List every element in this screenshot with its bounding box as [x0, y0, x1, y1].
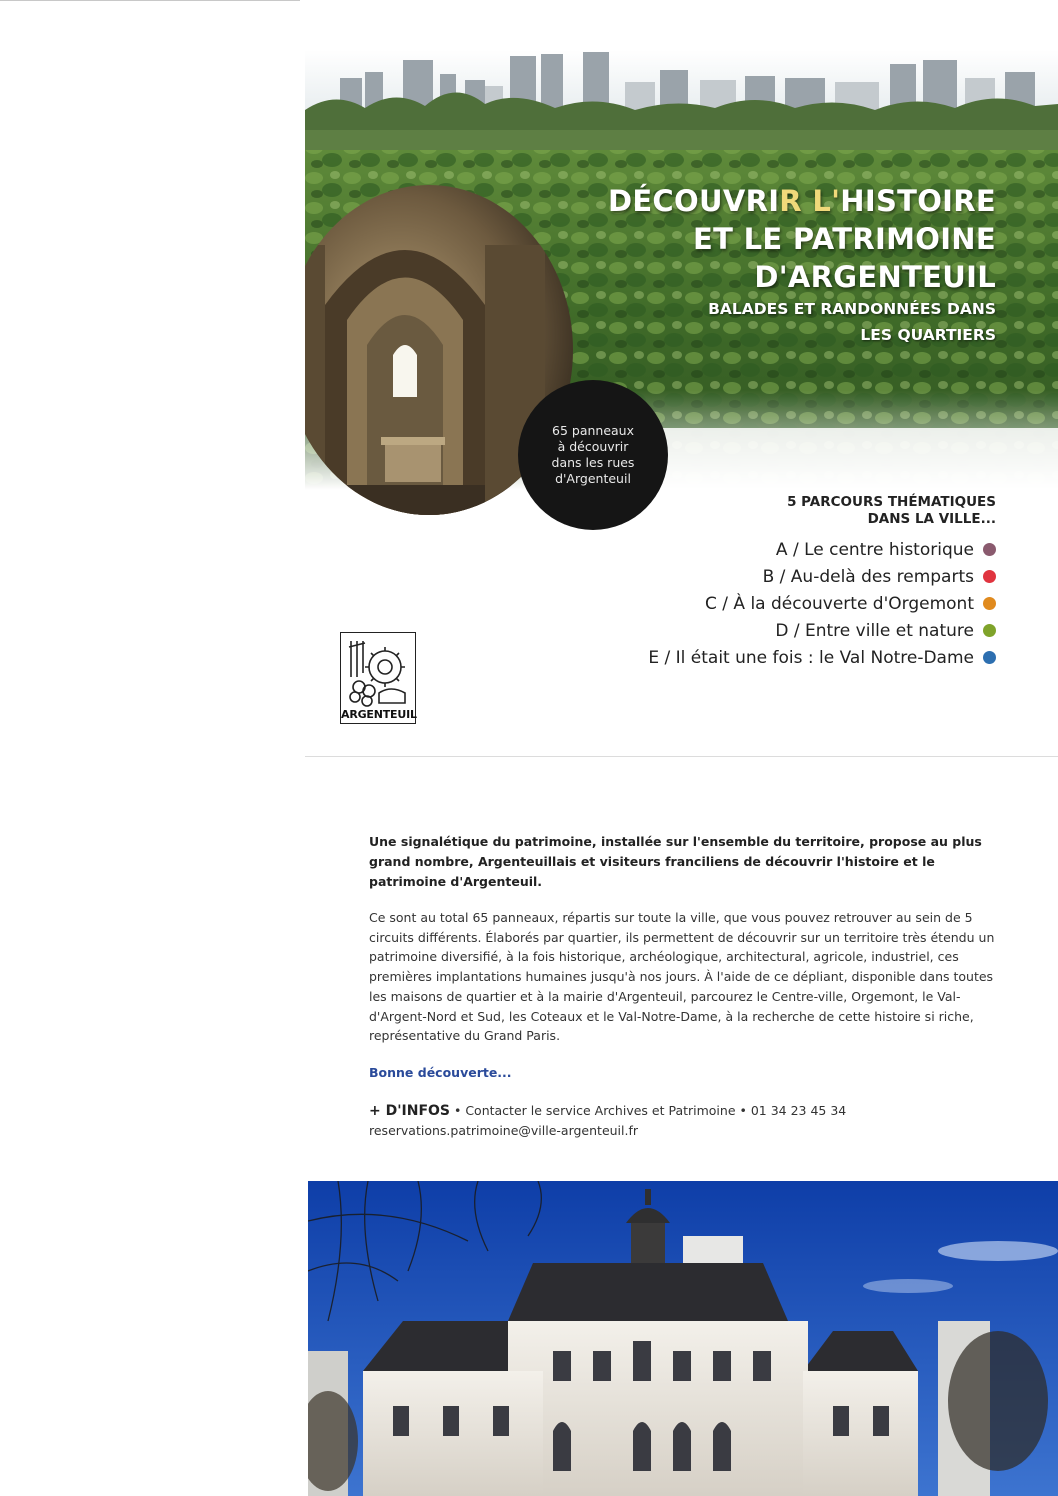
subtitle-line-1: BALADES ET RANDONNÉES DANS — [708, 300, 996, 318]
routes-heading — [787, 494, 996, 528]
intro-paragraph: Une signalétique du patrimoine, installée sur l'ensemble du territoire, propose au plus grand nombre, Argenteuillais et visiteurs franciliens de découvrir l'histoire et le patrimoine d'Argenteuil. — [369, 834, 982, 889]
argenteuil-coat-of-arms-logo — [340, 632, 416, 724]
fold-divider — [305, 756, 1058, 757]
route-color-dot — [983, 570, 996, 583]
route-label: A / Le centre historique — [775, 539, 974, 560]
subtitle-line-2: LES QUARTIERS — [860, 326, 996, 344]
cover-title — [608, 182, 996, 348]
route-item — [648, 644, 996, 671]
route-color-dot — [983, 624, 996, 637]
contact-email: reservations.patrimoine@ville-argenteuil.fr — [369, 1123, 639, 1138]
town-hall-photo — [308, 1181, 1058, 1496]
route-label: C / À la découverte d'Orgemont — [705, 593, 974, 614]
route-item — [648, 617, 996, 644]
route-label: E / Il était une fois : le Val Notre-Dame — [648, 647, 974, 668]
title-line-3: D'ARGENTEUIL — [754, 260, 996, 294]
badge-line-3: dans les rues — [551, 455, 635, 470]
route-label: D / Entre ville et nature — [775, 620, 974, 641]
scan-edge-line — [0, 0, 300, 1]
brochure-cover — [305, 50, 1058, 750]
route-item — [648, 590, 996, 617]
routes-heading-line-1: 5 PARCOURS THÉMATIQUES — [787, 494, 996, 510]
route-label: B / Au-delà des remparts — [762, 566, 974, 587]
more-info-line — [369, 1101, 846, 1121]
route-item — [648, 536, 996, 563]
route-color-dot — [983, 597, 996, 610]
closing-line: Bonne découverte... — [369, 1065, 512, 1080]
badge-line-1: 65 panneaux — [552, 423, 634, 438]
route-color-dot — [983, 543, 996, 556]
more-info-label: + D'INFOS — [369, 1103, 450, 1119]
route-color-dot — [983, 651, 996, 664]
body-paragraph: Ce sont au total 65 panneaux, répartis sur toute la ville, que vous pouvez retrouver au sein de 5 circuits différents. Élaborés par quartier, ils permettent de découvrir sur un territoire très étendu un patrimoine diversifié, à la fois historique, archéologique, architectural, agricole, industriel, ces premières implantations humaines jusqu'à nos jours. À l'aide de ce dépliant, disponible dans toutes les maisons de quartier et à la mairie d'Argenteuil, parcourez le Centre-ville, Orgemont, le Val-d'Argent-Nord et Sud, les Coteaux et le Val-Notre-Dame, à la recherche de cette histoire si riche, représentative du Grand Paris. — [369, 910, 995, 1044]
more-info-text: • Contacter le service Archives et Patrimoine • 01 34 23 45 34 — [450, 1103, 847, 1118]
badge-line-2: à découvrir — [557, 439, 629, 454]
title-line-1: DÉCOUVRIR L'HISTOIRE — [607, 184, 996, 218]
badge-line-4: d'Argenteuil — [555, 471, 631, 486]
logo-text: ARGENTEUIL — [341, 708, 417, 721]
title-line-2: ET LE PATRIMOINE — [693, 222, 996, 256]
route-item — [648, 563, 996, 590]
route-list — [648, 536, 996, 671]
panels-count-badge — [518, 380, 668, 530]
routes-heading-line-2: DANS LA VILLE... — [867, 511, 996, 527]
